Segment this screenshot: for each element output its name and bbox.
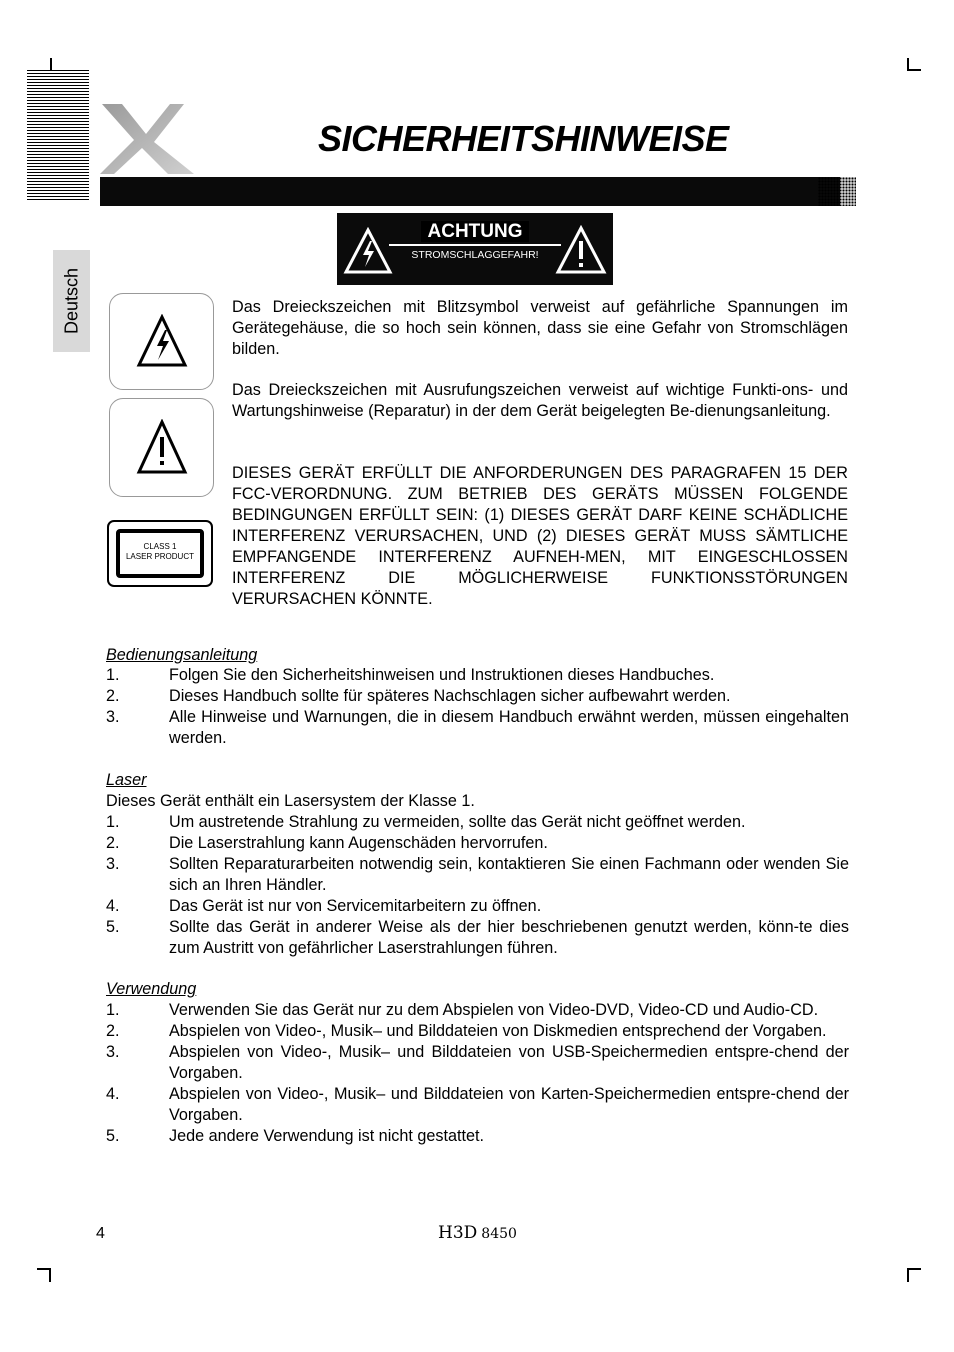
list-item-number: 1. [106,666,120,684]
list-item-number: 2. [106,834,120,852]
list-item-text: Sollte das Gerät in anderer Weise als der hier beschriebenen genutzt werden, könn-te dies zum Austritt von gefährlicher Laserstrahlungen führen. [169,918,849,957]
header-bar [100,177,840,206]
page-title: SICHERHEITSHINWEISE [318,118,729,159]
list-item [106,665,849,686]
laser-label-line2: LASER PRODUCT [125,552,194,561]
list-item [106,1021,849,1042]
language-tab-label: Deutsch [61,267,81,335]
lightning-triangle-icon [343,227,393,275]
list-item-text: Dieses Handbuch sollte für späteres Nachschlagen sicher aufbewahrt werden. [169,687,731,705]
list-item-text: Abspielen von Video-, Musik– und Bilddateien von USB-Speichermedien entspre-chend der Vorgaben. [169,1043,849,1082]
language-tab [53,250,90,352]
section-heading-laser: Laser [106,771,147,789]
list-item-text: Das Gerät ist nur von Servicemitarbeitern zu öffnen. [169,897,542,915]
list-item [106,1000,849,1021]
intro-paragraph-2: Das Dreieckszeichen mit Ausrufungszeichen verweist auf wichtige Funkti-ons- und Wartungshinweise (Reparatur) in der dem Gerät beigelegten Be-dienungsanleitung. [232,381,848,420]
warning-label [337,213,613,285]
list-item-text: Abspielen von Video-, Musik– und Bilddateien von Diskmedien entsprechend der Vorgaben. [169,1022,827,1040]
list-item-text: Um austretende Strahlung zu vermeiden, sollte das Gerät nicht geöffnet werden. [169,813,746,831]
list-item [106,686,849,707]
header-stripes [27,70,89,200]
warning-heading: ACHTUNG [421,221,529,242]
brand-x-logo [96,100,196,178]
crop-mark-bottom-left [49,1268,51,1282]
laser-intro: Dieses Gerät enthält ein Lasersystem der Klasse 1. [106,792,475,810]
list-item [106,812,849,833]
list-item-number: 2. [106,687,120,705]
list-item-number: 3. [106,855,120,873]
list-item [106,707,849,749]
crop-mark-top-right [907,69,921,71]
exclamation-triangle-icon [555,225,607,275]
list-item-number: 1. [106,1001,120,1019]
intro-paragraph-3: DIESES GERÄT ERFÜLLT DIE ANFORDERUNGEN DES PARAGRAFEN 15 DER FCC-VERORDNUNG. ZUM BETRIEB DES GERÄTS MÜSSEN FOLGENDE BEDINGUNGEN ERFÜLLT SEIN: (1) DIESES GERÄT DARF KEINE SCHÄDLICHE INTERFERENZ VERURSACHEN, UND (2) DIESES GERÄT MUSS SÄMTLICHE EMPFANGENDE INTERFERENZ AUFNEH-MEN, MIT EINGESCHLOSSEN INTERFERENZ DIE MÖGLICHERWEISE FUNKTIONSSTÖRUNGEN VERURSACHEN KÖNNTE. [232,464,848,608]
crop-mark-bottom-right [907,1268,909,1282]
list-item-number: 3. [106,708,120,726]
exclamation-triangle-icon [136,419,188,475]
bedienung-list [106,665,849,749]
list-item-number: 4. [106,897,120,915]
list-item-number: 1. [106,813,120,831]
list-item-text: Sollten Reparaturarbeiten notwendig sein, kontaktieren Sie einen Fachmann oder wenden Sie sich an Ihren Händler. [169,855,849,894]
lightning-icon-box [109,293,214,390]
list-item [106,854,849,896]
model-prefix: H3D [438,1223,478,1243]
header-bar-dots [818,177,856,206]
laser-list [106,812,849,959]
verwendung-list [106,1000,849,1147]
list-item-number: 3. [106,1043,120,1061]
laser-label-line1: CLASS 1 [143,542,177,551]
list-item-number: 2. [106,1022,120,1040]
list-item [106,1042,849,1084]
list-item-number: 5. [106,918,120,936]
list-item-text: Die Laserstrahlung kann Augenschäden hervorrufen. [169,834,548,852]
laser-class-label-inner [116,529,204,578]
section-heading-bedienung: Bedienungsanleitung [106,646,258,664]
list-item-text: Alle Hinweise und Warnungen, die in diesem Handbuch erwähnt werden, müssen eingehalten werden. [169,708,849,747]
list-item-text: Abspielen von Video-, Musik– und Bilddateien von Karten-Speichermedien entspre-chend der Vorgaben. [169,1085,849,1124]
laser-class-label [107,520,213,587]
list-item-text: Folgen Sie den Sicherheitshinweisen und Instruktionen dieses Handbuches. [169,666,715,684]
list-item [106,896,849,917]
warning-divider [389,244,561,246]
warning-subtext: STROMSCHLAGGEFAHR! [411,249,539,261]
list-item-number: 4. [106,1085,120,1103]
model-number: 8450 [481,1226,517,1242]
list-item [106,1084,849,1126]
list-item [106,1126,849,1147]
list-item-number: 5. [106,1127,120,1145]
list-item-text: Verwenden Sie das Gerät nur zu dem Abspielen von Video-DVD, Video-CD und Audio-CD. [169,1001,819,1019]
page-number: 4 [96,1225,105,1242]
lightning-triangle-icon [136,314,188,368]
crop-mark-bottom-right [907,1268,921,1270]
list-item-text: Jede andere Verwendung ist nicht gestattet. [169,1127,484,1145]
list-item [106,917,849,959]
list-item [106,833,849,854]
intro-paragraph-1: Das Dreieckszeichen mit Blitzsymbol verweist auf gefährliche Spannungen im Gerätegehäuse, die so hoch sein können, dass sie eine Gefahr von Stromschlägen bilden. [232,298,848,358]
model-name [438,1223,517,1243]
section-heading-verwendung: Verwendung [106,980,197,998]
exclamation-icon-box [109,398,214,497]
